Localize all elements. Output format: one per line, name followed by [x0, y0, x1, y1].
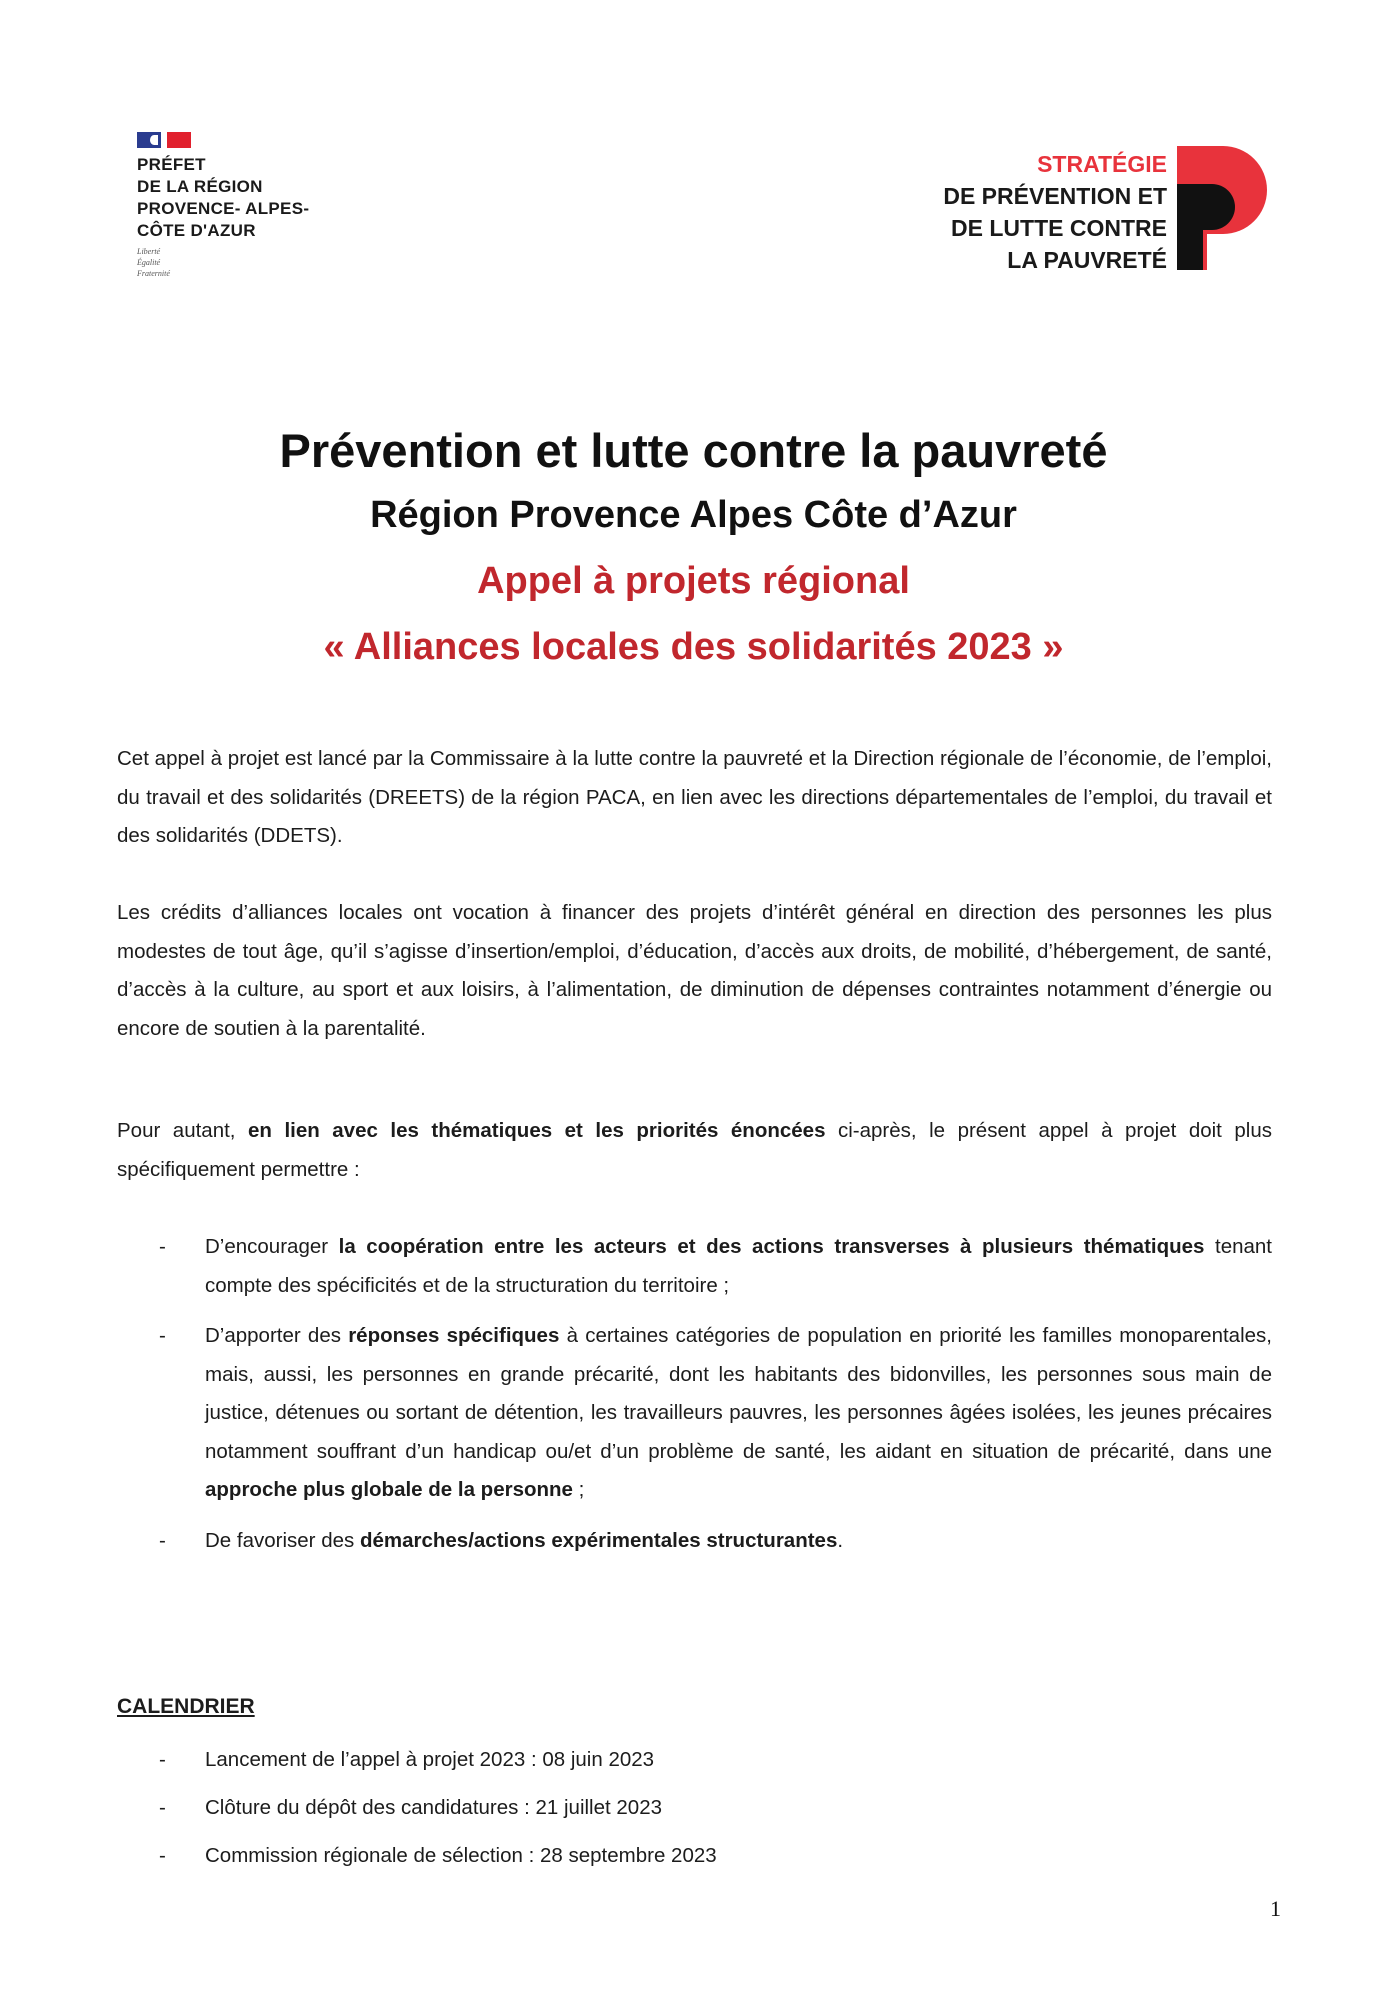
- list-item-text: [205, 1228, 1272, 1305]
- strategy-line: DE LUTTE CONTRE: [951, 215, 1167, 241]
- dash-bullet: -: [159, 1235, 166, 1258]
- p-logo-icon: [1177, 146, 1269, 270]
- strategy-logo: [943, 146, 1269, 276]
- motto-line: Égalité: [137, 258, 161, 267]
- text-span: ci-après, le présent appel à projet doit plus spécifiquement permettre :: [117, 1119, 1272, 1181]
- text-span: Pour autant,: [117, 1119, 249, 1142]
- text-span: à certaines catégories de population en priorité les familles monoparentales, mais, aussi, les personnes en grande précarité, dont les habitants des bidonvilles, les personnes sous main de justice, détenues ou sortant de détention, les travailleurs pauvres, les personnes âgées isolées, les jeunes précaires notamment souffrant d’un handicap ou/et d’un problème de santé, les aidant en situation de précarité, dans une: [205, 1324, 1272, 1463]
- list-item-text: [205, 1522, 1272, 1561]
- bold-span: approche plus globale de la personne: [205, 1478, 573, 1501]
- intro-paragraph: Cet appel à projet est lancé par la Commissaire à la lutte contre la pauvreté et la Direction régionale de l’économie, de l’emploi, du travail et des solidarités (DREETS) de la région PACA, en lien avec les directions départementales de l’emploi, du travail et des solidarités (DDETS).: [117, 747, 1272, 847]
- dash-bullet: -: [159, 1796, 166, 1819]
- bold-span: en lien avec les thématiques et les priorités énoncées: [248, 1119, 826, 1142]
- calendar-item: [117, 1832, 1272, 1880]
- strategy-line: DE PRÉVENTION ET: [943, 183, 1167, 209]
- region-subtitle: Région Provence Alpes Côte d’Azur: [370, 494, 1017, 536]
- objectives-list: [117, 1228, 1272, 1572]
- document-titles: [0, 420, 1387, 680]
- prefet-line: DE LA RÉGION: [137, 177, 263, 196]
- text-span: tenant compte des spécificités et de la structuration du territoire ;: [205, 1235, 1273, 1297]
- strategy-logo-text: [943, 148, 1167, 276]
- list-item: [117, 1522, 1272, 1561]
- dash-bullet: -: [159, 1324, 166, 1347]
- calendar-item: [117, 1784, 1272, 1832]
- bold-span: la coopération entre les acteurs et des actions transverses à plusieurs thématiques: [338, 1235, 1205, 1258]
- priorities-paragraph: [117, 1112, 1272, 1189]
- bold-span: démarches/actions expérimentales structurantes: [359, 1528, 838, 1552]
- calendar-item-text: Lancement de l’appel à projet 2023 : 08 juin 2023: [205, 1748, 655, 1771]
- bold-span: réponses spécifiques: [348, 1324, 560, 1347]
- strategy-line: STRATÉGIE: [1037, 151, 1167, 177]
- dash-bullet: -: [159, 1528, 166, 1552]
- text-span: De favoriser des: [205, 1528, 360, 1552]
- strategy-line: LA PAUVRETÉ: [1007, 247, 1167, 273]
- calendar-item: [117, 1736, 1272, 1784]
- republic-motto: [137, 246, 357, 279]
- main-title: Prévention et lutte contre la pauvreté: [279, 424, 1108, 477]
- page-number: 1: [1270, 1896, 1281, 1921]
- calendar-heading: CALENDRIER: [117, 1695, 255, 1718]
- text-span: D’encourager: [205, 1235, 339, 1258]
- calendar-item-text: Commission régionale de sélection : 28 septembre 2023: [205, 1844, 717, 1867]
- dash-bullet: -: [159, 1844, 166, 1867]
- prefet-line: CÔTE D'AZUR: [137, 221, 256, 240]
- text-span: ;: [572, 1478, 585, 1501]
- motto-line: Fraternité: [137, 269, 170, 278]
- list-item: [117, 1317, 1272, 1510]
- list-item: [117, 1228, 1272, 1305]
- dash-bullet: -: [159, 1748, 166, 1771]
- list-item-text: [205, 1317, 1272, 1510]
- calendar-section: [117, 1690, 1272, 1880]
- text-span: .: [837, 1528, 844, 1552]
- call-name: « Alliances locales des solidarités 2023 »: [323, 626, 1064, 668]
- prefet-line: PRÉFET: [137, 155, 206, 174]
- prefet-logo-text: [137, 154, 357, 242]
- calendar-item-text: Clôture du dépôt des candidatures : 21 juillet 2023: [205, 1796, 663, 1819]
- text-span: D’apporter des: [205, 1324, 349, 1347]
- motto-line: Liberté: [137, 247, 161, 256]
- prefet-logo: [137, 132, 357, 279]
- prefet-line: PROVENCE- ALPES-: [137, 199, 310, 218]
- marianne-flag-icon: [137, 132, 357, 148]
- credits-paragraph: Les crédits d’alliances locales ont vocation à financer des projets d’intérêt général en direction des personnes les plus modestes de tout âge, qu’il s’agisse d’insertion/emploi, d’éducation, d’accès aux droits, de mobilité, d’hébergement, de santé, d’accès à la culture, au sport et aux loisirs, à l’alimentation, de diminution de dépenses contraintes notamment d’énergie ou encore de soutien à la parentalité.: [117, 901, 1272, 1040]
- call-title: Appel à projets régional: [477, 560, 910, 602]
